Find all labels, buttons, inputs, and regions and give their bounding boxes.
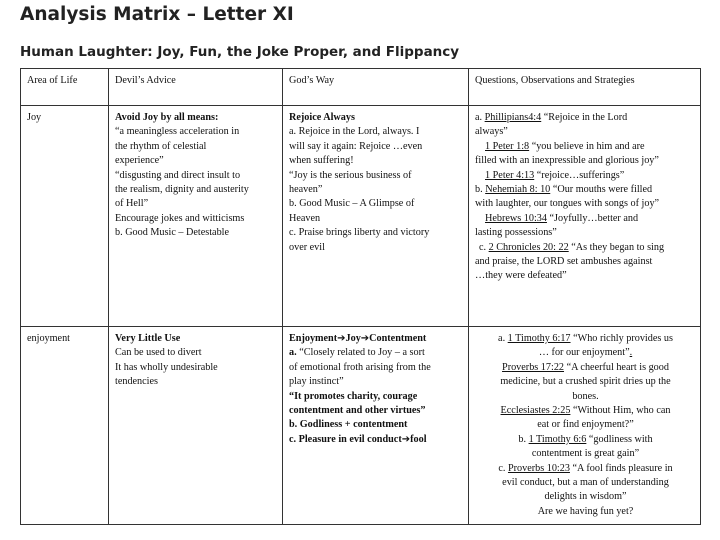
list-marker: c. [479, 241, 489, 253]
scripture-ref: Proverbs 10:23 [507, 462, 570, 474]
joy-god-line: heaven” [289, 184, 323, 196]
joy-devil-line: Encourage jokes and witticisms [115, 212, 245, 224]
enjoyment-q-line [475, 332, 696, 346]
enjoyment-god-line [289, 433, 464, 447]
right-arrow-icon: ➔ [337, 333, 346, 344]
enjoyment-devil-heading: Very Little Use [115, 333, 181, 344]
enjoyment-god-heading [289, 332, 464, 346]
joy-god-heading: Rejoice Always [289, 112, 355, 123]
quote-text: . [629, 347, 633, 359]
table-row-joy [21, 106, 701, 327]
enjoyment-q-line [475, 346, 696, 360]
enjoyment-q-line: delights in wisdom” [544, 491, 627, 503]
scripture-ref: 1 Peter 4:13 [485, 169, 535, 181]
header-gods-way: God’s Way [283, 69, 469, 106]
enjoyment-god-line: play instinct” [289, 376, 344, 388]
list-marker: a. [289, 347, 297, 359]
joy-devil-line: the realism, dignity and austerity [115, 184, 249, 196]
enjoyment-q-line [475, 404, 696, 418]
joy-god-line: c. Praise brings liberty and victory [289, 227, 430, 239]
joy-god-line: b. Good Music – A Glimpse of [289, 198, 415, 210]
heading-part: Joy [345, 333, 361, 344]
joy-q-line [475, 140, 696, 154]
scripture-ref: 2 Chronicles 20: 22 [488, 241, 569, 253]
enjoyment-devil-line: tendencies [115, 376, 158, 388]
list-marker: a. [475, 112, 485, 123]
enjoyment-q-line: contentment is great gain” [531, 448, 640, 460]
quote-text: “A fool finds pleasure in [569, 462, 673, 474]
quote-text: “Rejoice in the Lord [541, 112, 628, 123]
quote-text: “you believe in him and are [529, 140, 645, 152]
analysis-matrix-table [20, 68, 701, 525]
enjoyment-q-line: bones. [572, 390, 599, 402]
list-marker: b. [475, 184, 486, 196]
quote-text: “godliness with [586, 433, 653, 445]
quote-text: “Who richly provides us [570, 333, 673, 344]
scripture-ref: Nehemiah 8: 10 [485, 184, 551, 196]
joy-q-line: …they were defeated” [475, 270, 567, 282]
joy-devil-line: the rhythm of celestial [115, 140, 207, 152]
enjoyment-q-line: eat or find enjoyment?” [537, 419, 634, 431]
enjoyment-god-line [289, 346, 464, 360]
enjoyment-q-closing: Are we having fun yet? [537, 505, 634, 517]
joy-god-line: a. Rejoice in the Lord, always. I [289, 126, 420, 138]
scripture-ref: Ecclesiastes 2:25 [500, 405, 571, 417]
joy-god-line: when suffering! [289, 155, 354, 167]
enjoyment-god-line: of emotional froth arising from the [289, 361, 431, 373]
joy-area-label: Joy [27, 112, 42, 123]
scripture-ref: 1 Timothy 6:6 [528, 433, 587, 445]
enjoyment-questions-cell [469, 327, 701, 525]
scripture-ref: 1 Timothy 6:17 [507, 333, 571, 344]
quote-text: “rejoice…sufferings” [534, 169, 625, 181]
quote-text: “A cheerful heart is good [564, 361, 669, 373]
joy-q-line: always” [475, 126, 508, 138]
joy-devil-line: “disgusting and direct insult to [115, 169, 241, 181]
enjoyment-devil-line: It has wholly undesirable [115, 361, 218, 373]
header-devils-advice: Devil’s Advice [109, 69, 283, 106]
scripture-ref: Hebrews 10:34 [485, 212, 547, 224]
joy-q-line: with laughter, our tongues with songs of joy” [475, 198, 660, 210]
joy-questions-cell [469, 106, 701, 327]
enjoyment-god-line: b. Godliness + contentment [289, 419, 408, 431]
heading-part: Enjoyment [289, 333, 338, 344]
enjoyment-god-line: contentment and other virtues” [289, 405, 426, 417]
enjoyment-q-line [475, 361, 696, 375]
enjoyment-devil-line: Can be used to divert [115, 347, 202, 359]
right-arrow-icon: ➔ [360, 333, 370, 344]
right-arrow-icon: ➔ [401, 433, 411, 445]
scripture-ref: 1 Peter 1:8 [485, 140, 530, 152]
scripture-ref: Proverbs 17:22 [502, 361, 565, 373]
scripture-ref: Phillipians4:4 [484, 112, 542, 123]
joy-q-line: filled with an inexpressible and glorious joy” [475, 155, 659, 167]
joy-god-line: “Joy is the serious business of [289, 169, 412, 181]
joy-devil-line: experience” [115, 155, 164, 167]
enjoyment-q-line [475, 462, 696, 476]
joy-god-line: over evil [289, 241, 325, 253]
joy-devil-heading: Avoid Joy by all means: [115, 112, 219, 123]
list-marker: c. [498, 462, 508, 474]
header-area-of-life: Area of Life [21, 69, 109, 106]
joy-god-line: Heaven [289, 212, 321, 224]
header-questions: Questions, Observations and Strategies [469, 69, 701, 106]
list-marker: b. [518, 433, 529, 445]
enjoyment-god-cell [283, 327, 469, 525]
enjoyment-devil-cell [109, 327, 283, 525]
joy-area-cell [21, 106, 109, 327]
joy-god-line: will say it again: Rejoice …even [289, 140, 423, 152]
list-marker: a. [498, 333, 508, 344]
quote-text: “Closely related to Joy – a sort [296, 347, 425, 359]
joy-q-line: lasting possessions” [475, 227, 557, 239]
joy-devil-line: b. Good Music – Detestable [115, 227, 230, 239]
table-row-enjoyment [21, 327, 701, 525]
quote-text: “As they began to sing [568, 241, 665, 253]
quote-text: “Without Him, who can [570, 405, 671, 417]
joy-god-cell [283, 106, 469, 327]
quote-text: … for our enjoyment” [538, 347, 630, 359]
heading-part: Contentment [369, 333, 427, 344]
enjoyment-q-line: medicine, but a crushed spirit dries up the [500, 376, 671, 388]
enjoyment-area-label: enjoyment [27, 333, 71, 344]
joy-q-line [475, 183, 696, 197]
joy-q-line [475, 169, 696, 183]
enjoyment-q-line [475, 433, 696, 447]
joy-q-line: and praise, the LORD set ambushes against [475, 256, 653, 268]
page-title: Analysis Matrix – Letter XI [20, 4, 294, 25]
text-part: fool [410, 433, 427, 445]
joy-devil-line: “a meaningless acceleration in [115, 126, 240, 138]
text-part: c. Pleasure in evil conduct [289, 433, 402, 445]
enjoyment-god-line: “It promotes charity, courage [289, 390, 418, 402]
quote-text: “Our mouths were filled [550, 184, 653, 196]
joy-q-line [475, 241, 696, 255]
joy-devil-line: of Hell” [115, 198, 149, 210]
table-header-row [21, 69, 701, 106]
page-subtitle: Human Laughter: Joy, Fun, the Joke Proper, and Flippancy [20, 44, 460, 60]
joy-q-line [475, 111, 696, 125]
enjoyment-area-cell [21, 327, 109, 525]
joy-devil-cell [109, 106, 283, 327]
enjoyment-q-line: evil conduct, but a man of understanding [502, 477, 669, 489]
joy-q-line [475, 212, 696, 226]
quote-text: “Joyfully…better and [546, 212, 639, 224]
